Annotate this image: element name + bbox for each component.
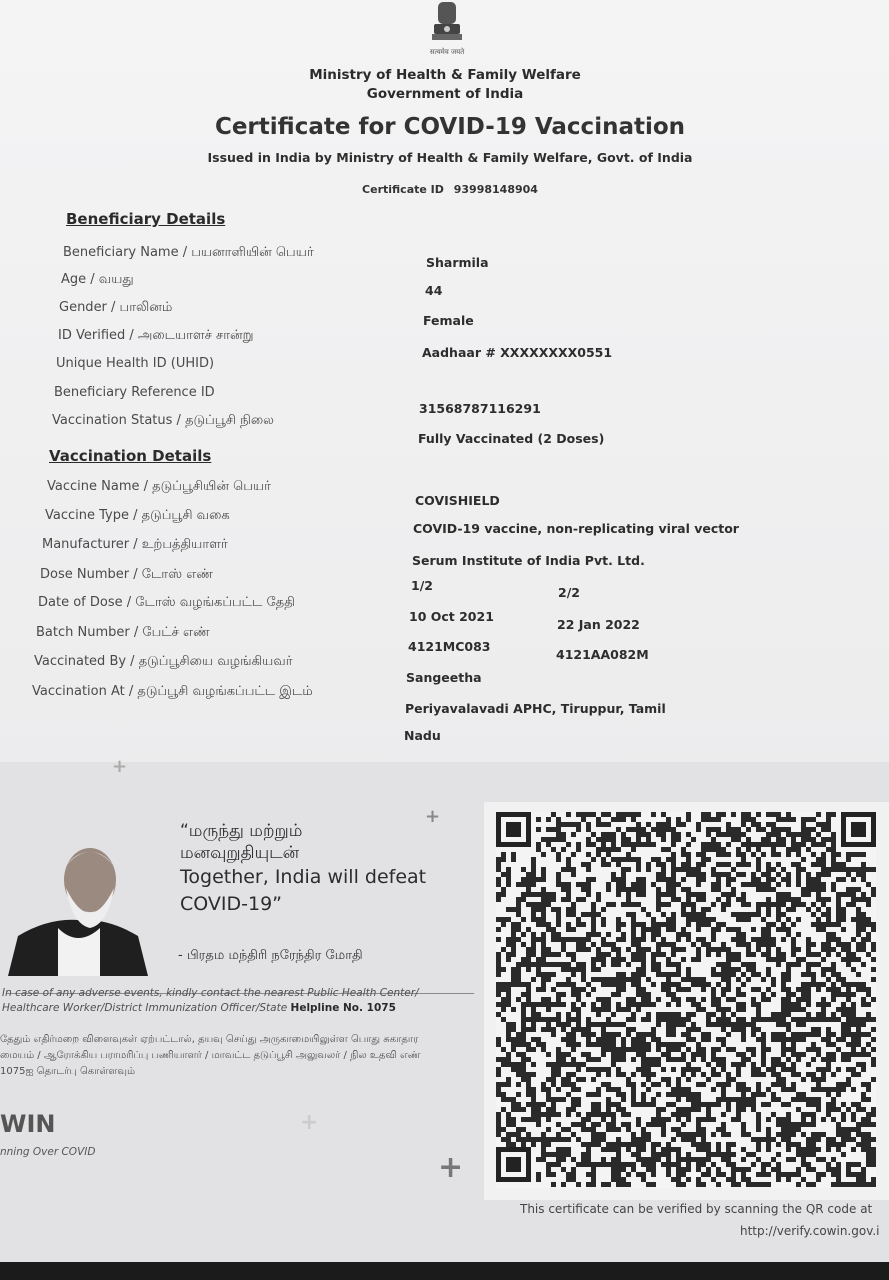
verification-qr-code [496, 812, 876, 1188]
government-name: Government of India [366, 86, 524, 102]
age-value: 44 [425, 283, 443, 298]
vaccination-at-value-line2: Nadu [404, 728, 441, 743]
adverse-events-notice-tamil: தேதும் எதிர்மறை விளைவுகள் ஏற்பட்டால், தயவு செய்து அருகாமையிலுள்ள பொது சுகாதார மையம் / ஆரோக்கிய பராமரிப்பு பணியாளர் / மாவட்ட தடுப்பூசி அலுவலர் / நில உதவி எண் 1075ஐ தொடர்பு கொள்ளவும் [0, 1034, 421, 1077]
vaccine-name-value: COVISHIELD [415, 493, 500, 508]
quote-attribution: - பிரதம மந்திரி நரேந்திர மோதி [178, 948, 363, 963]
dose-2-number: 2/2 [558, 585, 580, 600]
plus-decoration-icon: + [112, 756, 128, 777]
gender-label: Gender / பாலினம் [59, 300, 173, 315]
id-verified-value: Aadhaar # XXXXXXXX0551 [422, 345, 613, 360]
helpline-number: Helpline No. 1075 [290, 1002, 396, 1014]
vaccine-name-label: Vaccine Name / தடுப்பூசியின் பெயர் [47, 479, 271, 494]
dose-1-date: 10 Oct 2021 [409, 609, 494, 624]
beneficiary-name-label: Beneficiary Name / பயனாளியின் பெயர் [63, 245, 314, 260]
vaccine-type-value: COVID-19 vaccine, non-replicating viral vector [413, 521, 739, 536]
adverse-events-notice [2, 986, 442, 1016]
beneficiary-name-value: Sharmila [426, 255, 489, 270]
vaccinated-by-value: Sangeetha [406, 670, 482, 685]
vaccinated-by-label: Vaccinated By / தடுப்பூசியை வழங்கியவர் [34, 654, 293, 669]
plus-decoration-icon: + [425, 806, 441, 827]
vaccination-status-label: Vaccination Status / தடுப்பூசி நிலை [52, 413, 274, 428]
plus-decoration-icon: + [438, 1150, 464, 1185]
date-of-dose-label: Date of Dose / டோஸ் வழங்கப்பட்ட தேதி [38, 595, 295, 610]
dose-2-batch: 4121AA082M [556, 647, 649, 662]
vaccination-details-heading: Vaccination Details [49, 447, 212, 465]
certificate-id-label: Certificate ID [362, 183, 444, 196]
vaccination-status-value: Fully Vaccinated (2 Doses) [418, 431, 605, 446]
id-verified-label: ID Verified / அடையாளச் சான்று [58, 328, 254, 343]
manufacturer-value: Serum Institute of India Pvt. Ltd. [412, 553, 645, 568]
cowin-logo: WIN [0, 1110, 56, 1138]
ministry-heading [280, 66, 610, 104]
cowin-tagline: nning Over COVID [0, 1146, 96, 1158]
emblem-caption: सत्यमेव जयते [429, 48, 465, 56]
beneficiary-reference-value: 31568787116291 [419, 401, 541, 416]
prime-minister-photo [8, 828, 148, 976]
adverse-events-text: In case of any adverse events, kindly contact the nearest Public Health Center/ Healthcare Worker/District Immunization Officer/State [2, 987, 419, 1014]
batch-number-label: Batch Number / பேட்ச் எண் [36, 625, 210, 640]
verification-note: This certificate can be verified by scanning the QR code at [520, 1202, 873, 1216]
dose-1-number: 1/2 [411, 578, 433, 593]
age-label: Age / வயது [61, 272, 134, 287]
quote-block [180, 820, 470, 918]
dose-2-date: 22 Jan 2022 [557, 617, 640, 632]
quote-tamil-line2: மனவுறுதியுடன் [180, 843, 300, 863]
gender-value: Female [423, 313, 474, 328]
verification-url: http://verify.cowin.gov.i [740, 1224, 880, 1238]
ministry-name: Ministry of Health & Family Welfare [309, 67, 581, 83]
quote-english-line2: COVID-19” [180, 893, 282, 915]
issued-by-text: Issued in India by Ministry of Health & Family Welfare, Govt. of India [207, 150, 693, 165]
vaccination-at-value-line1: Periyavalavadi APHC, Tiruppur, Tamil [405, 701, 666, 716]
beneficiary-details-heading: Beneficiary Details [66, 210, 226, 228]
quote-english-line1: Together, India will defeat [180, 866, 427, 888]
beneficiary-reference-label: Beneficiary Reference ID [54, 385, 215, 400]
dose-number-label: Dose Number / டோஸ் எண் [40, 567, 213, 582]
certificate-title: Certificate for COVID-19 Vaccination [214, 114, 686, 140]
certificate-id [300, 183, 600, 196]
uhid-label: Unique Health ID (UHID) [56, 356, 215, 371]
manufacturer-label: Manufacturer / உற்பத்தியாளர் [42, 537, 228, 552]
plus-decoration-icon: + [300, 1110, 319, 1135]
dose-1-batch: 4121MC083 [408, 639, 491, 654]
quote-tamil-line1: “மருந்து மற்றும் [180, 821, 303, 841]
certificate-id-value: 93998148904 [453, 183, 538, 196]
vaccination-at-label: Vaccination At / தடுப்பூசி வழங்கப்பட்ட இடம் [32, 684, 313, 699]
vaccine-type-label: Vaccine Type / தடுப்பூசி வகை [45, 508, 230, 523]
